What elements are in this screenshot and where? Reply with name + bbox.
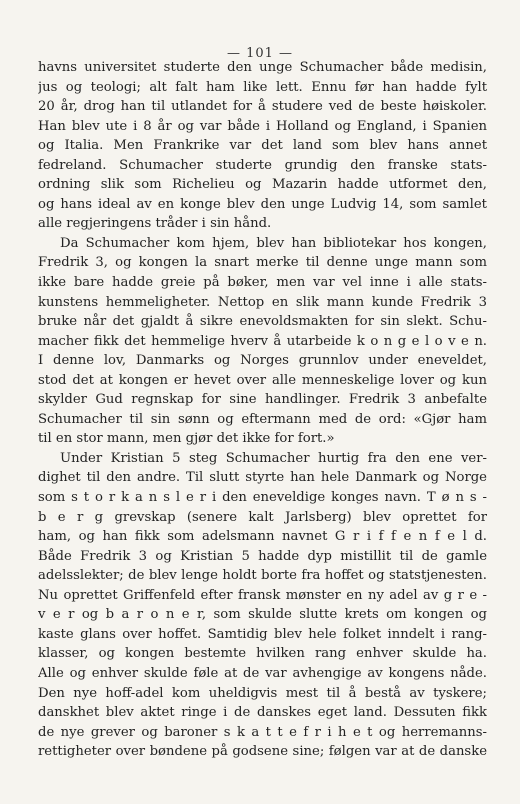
text-line: stod det at kongen er hevet over alle menneskelige lover og kun (38, 372, 487, 388)
page-number: — 101 — (226, 46, 294, 61)
text-line: I denne lov, Danmarks og Norges grunnlov under eneveldet, (38, 353, 487, 369)
text-line: de nye grever og baroner s k a t t e f r i h e t og herremanns- (38, 724, 487, 740)
text-line: ham, og han fikk som adelsmann navnet G r i f f e n f e l d. (38, 529, 487, 545)
text-line: Fredrik 3, og kongen la snart merke til denne unge mann som (38, 255, 487, 271)
text-line: adelsslekter; de blev lenge holdt borte fra hoffet og statstjenesten. (38, 568, 487, 584)
text-line: klasser, og kongen bestemte hvilken rang enhver skulde ha. (38, 646, 487, 662)
text-line: rettigheter over bøndene på godsene sine; følgen var at de danske (38, 744, 487, 760)
text-line: macher fikk det hemmelige hverv å utarbeide k o n g e l o v e n. (38, 333, 487, 349)
text-line: danskhet blev aktet ringe i de danskes eget land. Dessuten fikk (38, 705, 487, 721)
text-line: bruke når det gjaldt å sikre enevoldsmakten for sin slekt. Schu- (38, 314, 487, 330)
text-line: ordning slik som Richelieu og Mazarin hadde utformet den, (38, 177, 487, 193)
text-line: skylder Gud regnskap for sine handlinger. Fredrik 3 anbefalte (38, 392, 487, 408)
text-line: fedreland. Schumacher studerte grundig den franske stats- (38, 157, 487, 173)
text-line: alle regjeringens tråder i sin hånd. (38, 216, 272, 232)
text-line: b e r g grevskap (senere kalt Jarlsberg) blev oprettet for (38, 509, 487, 525)
text-line: Den nye hoff-adel kom uheldigvis mest til å bestå av tyskere; (38, 685, 487, 701)
text-line: Schumacher til sin sønn og eftermann med de ord: «Gjør ham (38, 411, 487, 427)
text-line: dighet til den andre. Til slutt styrte han hele Danmark og Norge (38, 470, 487, 486)
text-line: og Italia. Men Frankrike var det land som blev hans annet (38, 138, 487, 154)
text-line: Nu oprettet Griffenfeld efter fransk mønster en ny adel av g r e - (38, 587, 487, 603)
text-line: jus og teologi; alt falt ham like lett. Ennu før han hadde fylt (38, 79, 487, 95)
text-line: kaste glans over hoffet. Samtidig blev hele folket inndelt i rang- (38, 626, 487, 642)
text-line: Under Kristian 5 steg Schumacher hurtig fra den ene ver- (60, 450, 487, 466)
text-line: Han blev ute i 8 år og var både i Holland og England, i Spanien (38, 118, 487, 134)
text-line: 20 år, drog han til utlandet for å studere ved de beste høiskoler. (38, 99, 487, 115)
text-line: Alle og enhver skulde føle at de var avhengige av kongens nåde. (38, 665, 487, 681)
text-line: v e r og b a r o n e r, som skulde slutte krets om kongen og (38, 607, 487, 623)
text-line: til en stor mann, men gjør det ikke for fort.» (38, 431, 335, 447)
text-line: havns universitet studerte den unge Schumacher både medisin, (38, 60, 487, 75)
text-line: Da Schumacher kom hjem, blev han bibliotekar hos kongen, (60, 235, 487, 251)
body-text (38, 58, 487, 762)
text-line: Både Fredrik 3 og Kristian 5 hadde dyp mistillit til de gamle (38, 548, 487, 564)
text-line: og hans ideal av en konge blev den unge Ludvig 14, som samlet (38, 196, 487, 212)
text-line: kunstens hemmeligheter. Nettop en slik mann kunde Fredrik 3 (38, 294, 487, 310)
text-line: ikke bare hadde greie på bøker, men var vel inne i alle stats- (38, 275, 487, 291)
text-line: som s t o r k a n s l e r i den eneveldige konges navn. T ø n s - (38, 490, 487, 506)
